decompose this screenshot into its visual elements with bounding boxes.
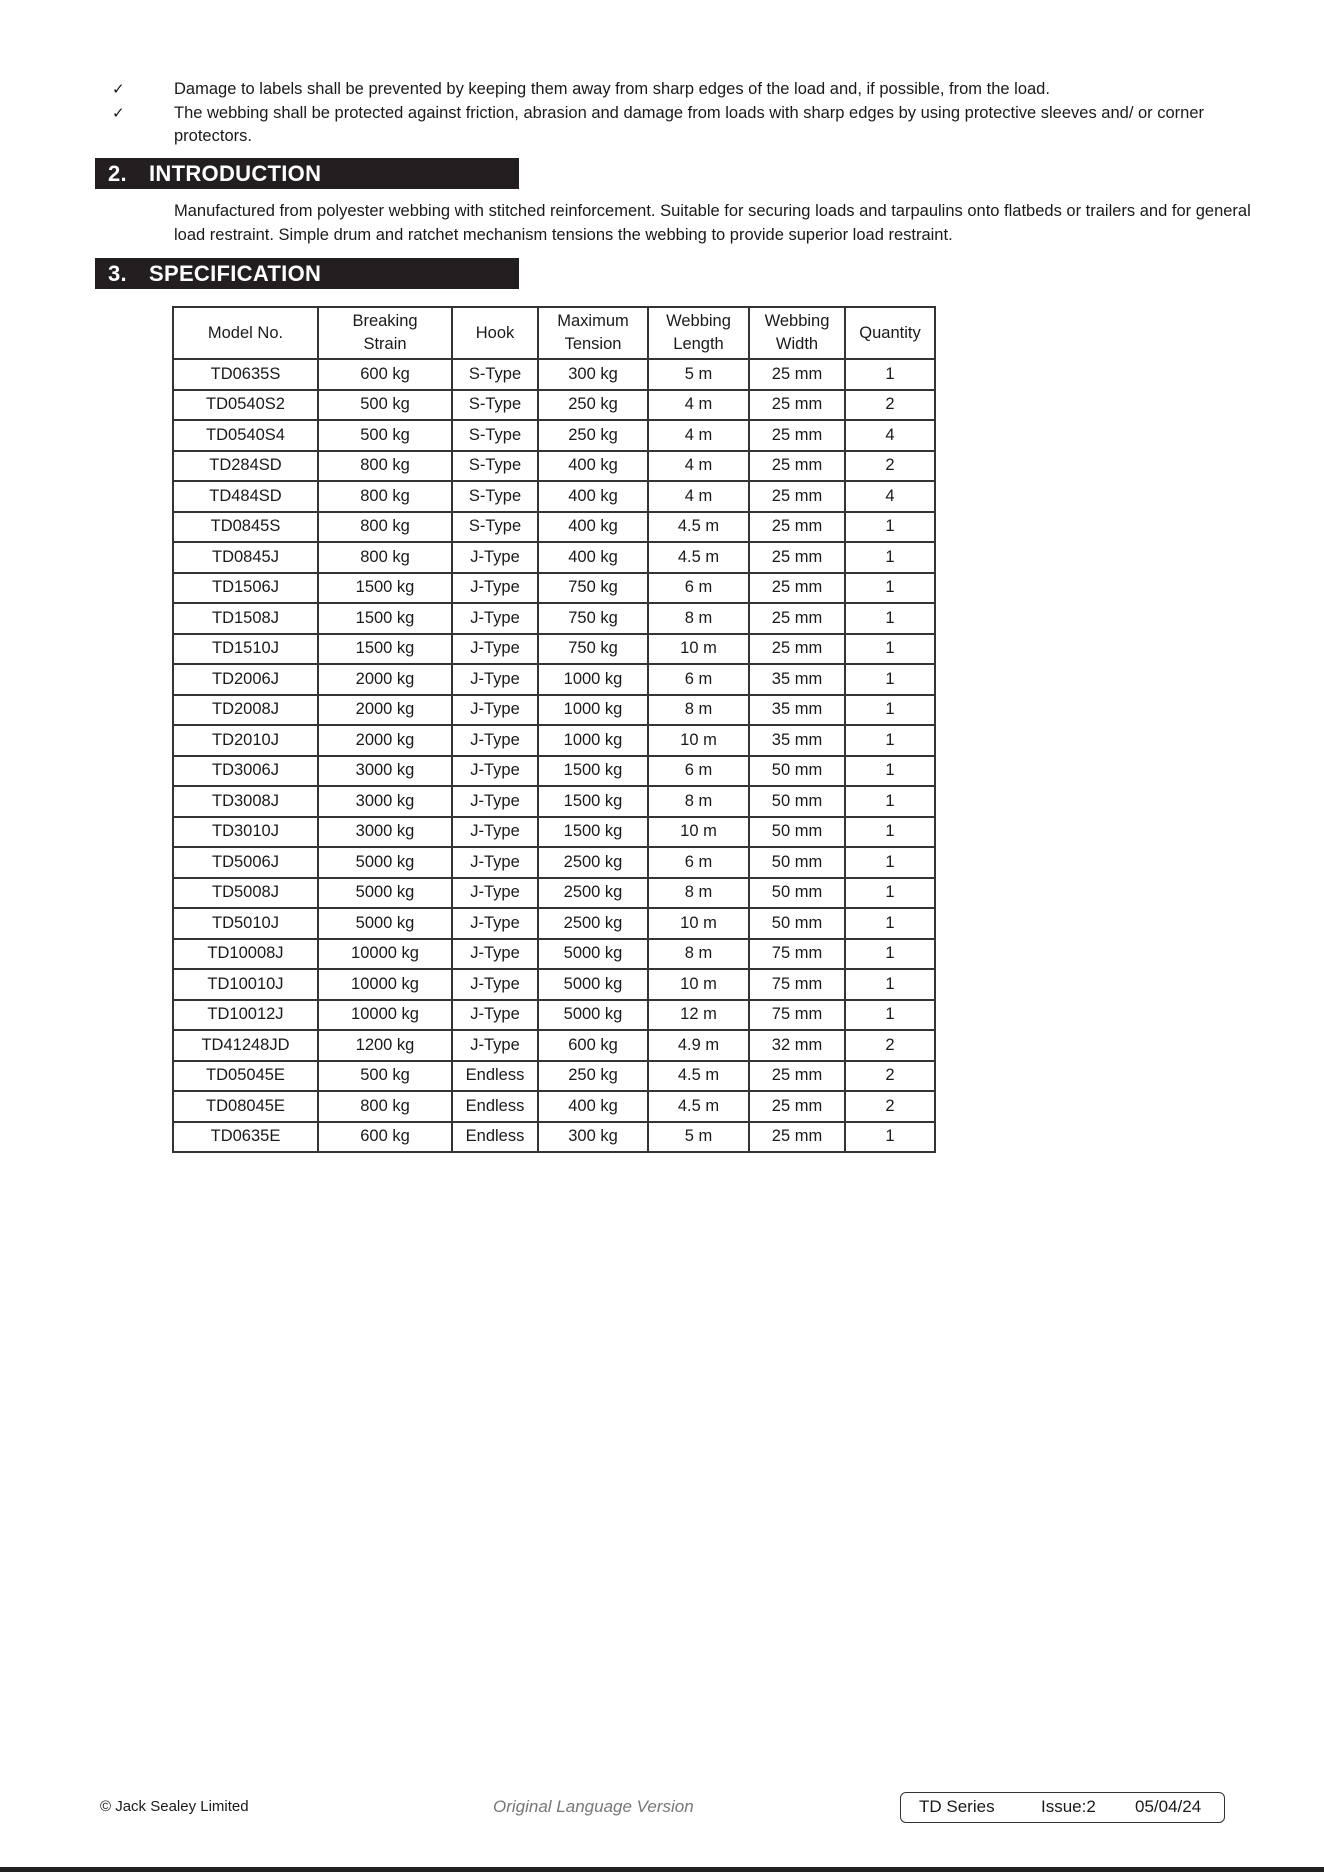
table-cell: TD1508J [173, 603, 318, 634]
table-row [173, 786, 935, 817]
table-cell: 4.9 m [648, 1030, 749, 1061]
table-cell: 1 [845, 359, 935, 390]
table-row [173, 573, 935, 604]
table-cell: J-Type [452, 878, 538, 909]
table-cell: 10 m [648, 725, 749, 756]
table-cell: TD3010J [173, 817, 318, 848]
column-header-text: Breaking [352, 312, 418, 330]
table-cell: 25 mm [749, 573, 845, 604]
table-cell: 500 kg [318, 1061, 452, 1092]
column-header-text: Width [775, 335, 819, 353]
table-cell: 10000 kg [318, 1000, 452, 1031]
column-header-text: Strain [363, 335, 407, 353]
table-cell: 4 [845, 420, 935, 451]
table-cell: 750 kg [538, 603, 648, 634]
table-row [173, 1061, 935, 1092]
table-cell: 1 [845, 817, 935, 848]
section-number: 2. [108, 161, 127, 186]
table-cell: Endless [452, 1122, 538, 1153]
table-cell: Endless [452, 1061, 538, 1092]
table-cell: 4 m [648, 390, 749, 421]
table-cell: J-Type [452, 969, 538, 1000]
table-cell: 800 kg [318, 1091, 452, 1122]
document-info-box [900, 1792, 1225, 1823]
table-row [173, 664, 935, 695]
column-header-text: Tension [564, 335, 622, 353]
table-cell: 600 kg [538, 1030, 648, 1061]
table-cell: TD2010J [173, 725, 318, 756]
table-row [173, 1000, 935, 1031]
column-header-text: Webbing [666, 312, 731, 330]
column-header-text: Length [673, 335, 724, 353]
table-cell: 5000 kg [318, 908, 452, 939]
table-cell: 6 m [648, 664, 749, 695]
table-cell: 1 [845, 573, 935, 604]
table-header-row [173, 307, 935, 359]
table-cell: TD2006J [173, 664, 318, 695]
table-cell: 25 mm [749, 542, 845, 573]
table-cell: 25 mm [749, 451, 845, 482]
table-cell: TD2008J [173, 695, 318, 726]
column-header-text: Model No. [207, 323, 284, 342]
table-row [173, 512, 935, 543]
table-cell: TD0635S [173, 359, 318, 390]
table-cell: 4.5 m [648, 512, 749, 543]
table-cell: 50 mm [749, 847, 845, 878]
table-row [173, 1122, 935, 1153]
table-row [173, 847, 935, 878]
table-cell: J-Type [452, 725, 538, 756]
table-cell: 6 m [648, 847, 749, 878]
table-cell: 5000 kg [538, 969, 648, 1000]
table-cell: 35 mm [749, 664, 845, 695]
table-cell: 5000 kg [538, 1000, 648, 1031]
table-cell: 1 [845, 1122, 935, 1153]
table-cell: 5 m [648, 359, 749, 390]
table-cell: TD1506J [173, 573, 318, 604]
table-cell: 2 [845, 1030, 935, 1061]
column-header [173, 307, 318, 359]
table-cell: 5000 kg [538, 939, 648, 970]
table-cell: J-Type [452, 603, 538, 634]
table-cell: 3000 kg [318, 817, 452, 848]
table-row [173, 969, 935, 1000]
introduction-text: Manufactured from polyester webbing with stitched reinforcement. Suitable for securing loads and tarpaulins onto flatbeds or trailers and for general load restraint. Simple drum and ratchet mechanism tensions the webbing to provide superior load restraint. [174, 202, 1251, 244]
table-cell: J-Type [452, 908, 538, 939]
section-heading-introduction [95, 158, 519, 189]
table-cell: J-Type [452, 695, 538, 726]
table-cell: TD10008J [173, 939, 318, 970]
table-cell: 1000 kg [538, 725, 648, 756]
column-header-text: Quantity [859, 323, 921, 342]
table-row [173, 908, 935, 939]
table-cell: 50 mm [749, 908, 845, 939]
table-cell: 25 mm [749, 1091, 845, 1122]
table-cell: 2500 kg [538, 847, 648, 878]
table-cell: 6 m [648, 573, 749, 604]
table-cell: 800 kg [318, 451, 452, 482]
table-cell: 2500 kg [538, 908, 648, 939]
safety-bullet-list [110, 78, 1230, 149]
table-cell: TD0540S4 [173, 420, 318, 451]
table-cell: 750 kg [538, 573, 648, 604]
table-cell: J-Type [452, 1030, 538, 1061]
table-row [173, 481, 935, 512]
column-header [538, 307, 648, 359]
table-cell: TD05045E [173, 1061, 318, 1092]
table-row [173, 634, 935, 665]
table-row [173, 725, 935, 756]
table-cell: 2 [845, 1061, 935, 1092]
table-cell: 8 m [648, 878, 749, 909]
table-row [173, 939, 935, 970]
table-cell: TD10010J [173, 969, 318, 1000]
table-cell: 50 mm [749, 817, 845, 848]
table-cell: 800 kg [318, 542, 452, 573]
table-cell: 500 kg [318, 390, 452, 421]
table-cell: 1500 kg [318, 634, 452, 665]
table-cell: J-Type [452, 542, 538, 573]
table-cell: 2 [845, 1091, 935, 1122]
check-icon: ✓ [112, 103, 125, 122]
table-cell: 1 [845, 756, 935, 787]
table-cell: 10000 kg [318, 939, 452, 970]
table-cell: 4 m [648, 451, 749, 482]
table-cell: 4 m [648, 420, 749, 451]
table-cell: TD41248JD [173, 1030, 318, 1061]
column-header [749, 307, 845, 359]
table-cell: 25 mm [749, 634, 845, 665]
table-cell: 8 m [648, 939, 749, 970]
table-cell: 75 mm [749, 1000, 845, 1031]
bullet-item [110, 102, 1230, 149]
table-cell: 1 [845, 939, 935, 970]
table-cell: J-Type [452, 939, 538, 970]
table-cell: J-Type [452, 817, 538, 848]
table-row [173, 390, 935, 421]
table-cell: 5 m [648, 1122, 749, 1153]
section-number: 3. [108, 261, 127, 286]
table-cell: 1 [845, 847, 935, 878]
table-cell: 10000 kg [318, 969, 452, 1000]
table-cell: S-Type [452, 481, 538, 512]
table-cell: S-Type [452, 359, 538, 390]
table-cell: 8 m [648, 786, 749, 817]
table-cell: TD10012J [173, 1000, 318, 1031]
table-cell: TD0540S2 [173, 390, 318, 421]
table-cell: 500 kg [318, 420, 452, 451]
table-cell: 25 mm [749, 390, 845, 421]
column-header [845, 307, 935, 359]
table-cell: 1 [845, 1000, 935, 1031]
table-cell: 10 m [648, 817, 749, 848]
bullet-item [110, 78, 1230, 102]
check-icon: ✓ [112, 80, 125, 98]
table-cell: 300 kg [538, 359, 648, 390]
table-cell: TD0845S [173, 512, 318, 543]
table-row [173, 878, 935, 909]
table-cell: 4.5 m [648, 542, 749, 573]
table-cell: 6 m [648, 756, 749, 787]
table-cell: 1500 kg [538, 786, 648, 817]
table-cell: 50 mm [749, 786, 845, 817]
table-cell: 3000 kg [318, 756, 452, 787]
table-cell: J-Type [452, 634, 538, 665]
section-title: SPECIFICATION [149, 261, 322, 286]
table-cell: 2000 kg [318, 664, 452, 695]
table-row [173, 420, 935, 451]
table-cell: 400 kg [538, 542, 648, 573]
column-header [648, 307, 749, 359]
table-cell: 2500 kg [538, 878, 648, 909]
table-row [173, 756, 935, 787]
table-cell: 800 kg [318, 481, 452, 512]
column-header-text: Maximum [557, 312, 629, 330]
table-cell: 1 [845, 664, 935, 695]
table-cell: 1 [845, 725, 935, 756]
table-cell: 1 [845, 634, 935, 665]
bullet-text: The webbing shall be protected against friction, abrasion and damage from loads with sharp edges by using protective sleeves and/ or corner protectors. [174, 103, 1205, 145]
table-cell: 1000 kg [538, 664, 648, 695]
table-cell: 1 [845, 878, 935, 909]
table-cell: 8 m [648, 603, 749, 634]
table-cell: Endless [452, 1091, 538, 1122]
table-cell: 25 mm [749, 1061, 845, 1092]
table-cell: 25 mm [749, 1122, 845, 1153]
table-cell: 3000 kg [318, 786, 452, 817]
section-heading-specification [95, 258, 519, 289]
table-cell: J-Type [452, 847, 538, 878]
table-cell: 300 kg [538, 1122, 648, 1153]
table-row [173, 817, 935, 848]
table-cell: 1500 kg [538, 817, 648, 848]
table-cell: 2 [845, 451, 935, 482]
table-row [173, 603, 935, 634]
table-cell: 2000 kg [318, 725, 452, 756]
table-cell: 35 mm [749, 725, 845, 756]
table-cell: 1500 kg [538, 756, 648, 787]
table-cell: 400 kg [538, 451, 648, 482]
table-cell: 400 kg [538, 512, 648, 543]
table-cell: 1 [845, 603, 935, 634]
table-cell: 250 kg [538, 390, 648, 421]
table-cell: J-Type [452, 573, 538, 604]
table-cell: 35 mm [749, 695, 845, 726]
table-cell: TD08045E [173, 1091, 318, 1122]
table-cell: 25 mm [749, 481, 845, 512]
table-cell: TD3006J [173, 756, 318, 787]
bottom-rule [0, 1867, 1324, 1872]
table-cell: 600 kg [318, 359, 452, 390]
table-cell: TD3008J [173, 786, 318, 817]
table-cell: 4 [845, 481, 935, 512]
table-cell: TD284SD [173, 451, 318, 482]
column-header [318, 307, 452, 359]
specification-table [172, 306, 936, 1153]
table-cell: 10 m [648, 634, 749, 665]
table-cell: 10 m [648, 969, 749, 1000]
table-cell: S-Type [452, 420, 538, 451]
table-cell: 400 kg [538, 1091, 648, 1122]
copyright-text: © Jack Sealey Limited [100, 1798, 249, 1815]
series-label: TD Series [919, 1797, 995, 1816]
table-cell: 1 [845, 512, 935, 543]
table-cell: TD484SD [173, 481, 318, 512]
table-cell: 5000 kg [318, 878, 452, 909]
table-cell: 1 [845, 969, 935, 1000]
column-header-text: Webbing [764, 312, 830, 330]
table-cell: TD5010J [173, 908, 318, 939]
table-row [173, 1091, 935, 1122]
table-cell: 10 m [648, 908, 749, 939]
table-cell: 75 mm [749, 969, 845, 1000]
table-cell: 400 kg [538, 481, 648, 512]
table-cell: 50 mm [749, 756, 845, 787]
table-cell: 1 [845, 695, 935, 726]
table-cell: 12 m [648, 1000, 749, 1031]
table-cell: J-Type [452, 1000, 538, 1031]
table-cell: 4 m [648, 481, 749, 512]
table-cell: 1 [845, 908, 935, 939]
table-cell: 750 kg [538, 634, 648, 665]
table-cell: 1200 kg [318, 1030, 452, 1061]
table-row [173, 1030, 935, 1061]
section-title: INTRODUCTION [149, 161, 322, 186]
table-cell: 250 kg [538, 1061, 648, 1092]
table-cell: 1 [845, 542, 935, 573]
table-cell: S-Type [452, 512, 538, 543]
table-cell: 250 kg [538, 420, 648, 451]
table-cell: TD1510J [173, 634, 318, 665]
table-cell: 1000 kg [538, 695, 648, 726]
table-cell: S-Type [452, 451, 538, 482]
column-header-text: Hook [475, 323, 515, 342]
table-cell: 32 mm [749, 1030, 845, 1061]
table-cell: S-Type [452, 390, 538, 421]
table-cell: 600 kg [318, 1122, 452, 1153]
table-row [173, 695, 935, 726]
table-row [173, 451, 935, 482]
table-cell: TD5008J [173, 878, 318, 909]
table-cell: 1500 kg [318, 573, 452, 604]
table-cell: TD0845J [173, 542, 318, 573]
table-cell: 1500 kg [318, 603, 452, 634]
date-label: 05/04/24 [1135, 1797, 1202, 1816]
table-cell: 25 mm [749, 512, 845, 543]
table-cell: 800 kg [318, 512, 452, 543]
table-cell: 2000 kg [318, 695, 452, 726]
language-version-text: Original Language Version [493, 1797, 694, 1816]
table-row [173, 359, 935, 390]
table-cell: 5000 kg [318, 847, 452, 878]
table-row [173, 542, 935, 573]
bullet-text: Damage to labels shall be prevented by keeping them away from sharp edges of the load and, if possible, from the load. [174, 80, 1050, 98]
table-cell: J-Type [452, 756, 538, 787]
table-cell: 2 [845, 390, 935, 421]
table-cell: J-Type [452, 786, 538, 817]
table-body [173, 359, 935, 1152]
table-cell: 8 m [648, 695, 749, 726]
table-cell: 25 mm [749, 359, 845, 390]
table-cell: 4.5 m [648, 1091, 749, 1122]
table-cell: 4.5 m [648, 1061, 749, 1092]
table-cell: 25 mm [749, 603, 845, 634]
table-cell: J-Type [452, 664, 538, 695]
table-cell: TD0635E [173, 1122, 318, 1153]
table-cell: 1 [845, 786, 935, 817]
column-header [452, 307, 538, 359]
table-cell: 50 mm [749, 878, 845, 909]
table-cell: TD5006J [173, 847, 318, 878]
issue-label: Issue:2 [1041, 1797, 1096, 1816]
table-cell: 75 mm [749, 939, 845, 970]
table-cell: 25 mm [749, 420, 845, 451]
